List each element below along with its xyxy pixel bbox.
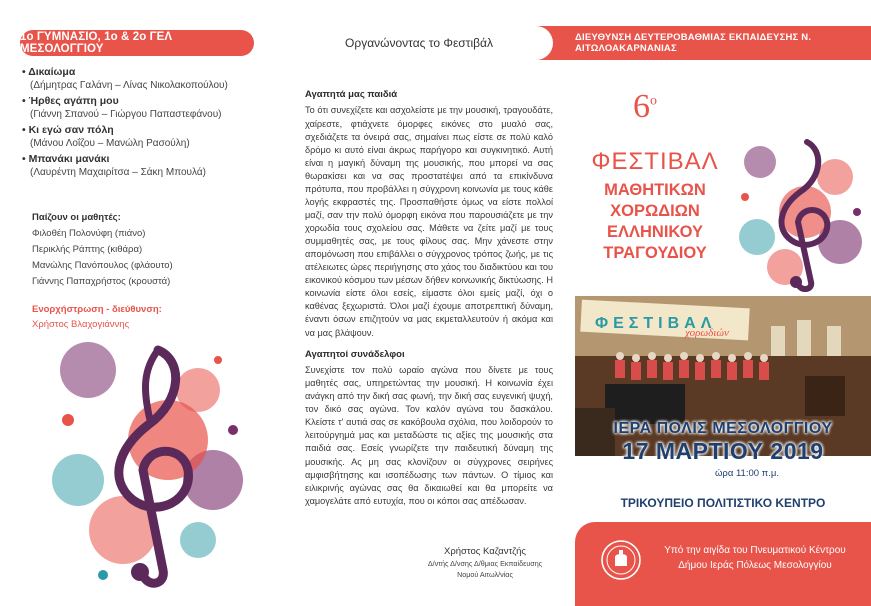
patronage-line: Υπό την αιγίδα του Πνευματικού Κέντρου: [664, 545, 846, 556]
paragraph: Συνεχίστε τον πολύ ωραίο αγώνα που δίνετε με τους μαθητές σας, υπηρετώντας την μουσική. Η κοινωνία έχει ανάγκη από την δική σας φωνή, την δική σας ευγενική ψυχή, τον δικό σας αγώνα. Τον καλόν αγώνα του δασκάλου. Κλείστε τ' αυτιά σας σε κακόβουλα σχόλια, που λοιδορούν το λειτούργημά μας και μεταδώστε τις αξίες της μουσικής στα παιδιά σας. Εσείς γνωρίζετε την παιδευτική δύναμη της μουσικής. Ας μη σας κλονίζουν οι σύγχρονες σειρήνες αμφισβήτησης και ισοπέδωσης των πάντων. Ο τίμιος και ειλικρινής αγώνας σας θα δικαιωθεί και θα μπορείτε να χαμογελάτε από ευτυχία, που οι κόποι σας απέδωσαν.: [305, 365, 553, 506]
signature-role: Δ/ντής Δ/νσης Δ/θμιας Εκπαίδευσης: [427, 559, 543, 568]
festival-subtitle-line: ΤΡΑΓΟΥΔΙΟΥ: [603, 243, 707, 262]
song-item: [22, 153, 272, 178]
director-name: Χρήστος Βλαχογιάννης: [32, 319, 130, 330]
treble-clef-splash-illustration: [735, 132, 865, 292]
song-title: • Μπανάκι μανάκι: [22, 153, 110, 165]
signature-block: [405, 546, 565, 579]
player-item: Περικλής Ράπτης (κιθάρα): [32, 244, 143, 255]
song-item: [22, 95, 272, 120]
municipal-seal-icon: [601, 540, 641, 580]
section-heading: Αγαπητοί συνάδελφοι: [305, 348, 405, 360]
player-item: Μανώλης Πανόπουλος (φλάουτο): [32, 260, 173, 271]
event-time: ώρα 11:00 π.μ.: [715, 468, 779, 479]
left-panel: [0, 0, 285, 606]
treble-clef-splash-illustration: [48, 330, 248, 590]
location-text: ΙΕΡΑ ΠΟΛΙΣ ΜΕΣΟΛΟΓΓΙΟΥ: [613, 420, 833, 437]
right-panel: [575, 0, 871, 606]
middle-panel: [285, 0, 575, 606]
director-section: [32, 304, 272, 330]
festival-subtitle-line: ΧΟΡΩΔΙΩΝ: [610, 201, 700, 220]
song-item: [22, 66, 272, 91]
song-credits: (Γιάννη Σπανού – Γιώργου Παπαστεφάνου): [30, 109, 222, 120]
header-band: [285, 26, 575, 60]
song-credits: (Δήμητρας Γαλάνη – Λίνας Νικολακοπούλου): [30, 80, 228, 91]
player-item: Φιλοθέη Πολονύφη (πιάνο): [32, 228, 146, 239]
festival-subtitle: [575, 180, 735, 264]
song-title: • Ήρθες αγάπη μου: [22, 95, 119, 107]
ordinal-suffix: ο: [650, 93, 657, 109]
patronage-line: Δήμου Ιεράς Πόλεως Μεσολογγίου: [678, 559, 832, 571]
director-heading: Ενορχήστρωση - διεύθυνση:: [32, 304, 162, 315]
player-item: Γιάννης Παπαχρήστος (κρουστά): [32, 276, 171, 287]
organizing-title: Οργανώνοντας το Φεστιβάλ: [285, 26, 553, 60]
signature-name: Χρήστος Καζαντζής: [443, 546, 526, 557]
players-section: [32, 212, 272, 292]
song-credits: (Μάνου Λοΐζου – Μανώλη Ρασούλη): [30, 138, 190, 149]
patronage-footer: [575, 522, 871, 606]
venue-name: ΤΡΙΚΟΥΠΕΙΟ ΠΟΛΙΤΙΣΤΙΚΟ ΚΕΝΤΡΟ: [620, 496, 826, 510]
letter-body: [305, 88, 553, 516]
song-list: [22, 66, 272, 182]
schools-badge: 1ο ΓΥΜΝΑΣΙΟ, 1ο & 2ο ΓΕΛ ΜΕΣΟΛΟΓΓΙΟΥ: [20, 30, 254, 56]
signature-role: Νομού Αιτωλ/νίας: [457, 570, 513, 579]
banner-text: ΦΕΣΤΙΒΑΛ: [595, 315, 717, 332]
event-date: 17 ΜΑΡΤΙΟΥ 2019: [622, 438, 824, 464]
players-heading: Παίζουν οι μαθητές:: [32, 212, 121, 223]
festival-subtitle-line: ΜΑΘΗΤΙΚΩΝ: [604, 181, 706, 199]
song-title: • Κι εγώ σαν πόλη: [22, 124, 114, 136]
festival-ordinal: [633, 88, 657, 126]
directorate-header: ΔΙΕΥΘΥΝΣΗ ΔΕΥΤΕΡΟΒΑΘΜΙΑΣ ΕΚΠΑΙΔΕΥΣΗΣ Ν. ΑΙΤΩΛΟΑΚΑΡΝΑΝΙΑΣ: [575, 26, 871, 60]
festival-subtitle-line: ΕΛΛΗΝΙΚΟΥ: [607, 222, 703, 241]
patronage-text: [645, 544, 865, 573]
song-item: [22, 124, 272, 149]
ordinal-number: 6: [633, 88, 650, 125]
paragraph: Το ότι συνεχίζετε και ασχολείστε με την μουσική, τραγουδάτε, χαίρεστε, φτιάχνετε όμορφες εικόνες στο μυαλό σας, σχεδιάζετε τα όνειρά σας, σημαίνει πως είστε σε πολύ καλό δρόμο κι αυτό είναι άκρως παρήγορο και συγκινητικό. Αυτή είναι η μαγική δύναμη της μουσικής, που μπορεί να σας θωρακίσει και να σας προστατέψει από τα επικίνδυνα πρότυπα, που προβάλλει η σύγχρονη κοινωνία με τους κάθε λογής εκφραστές της. Προσπαθήστε όμως να είστε πολλοί μαζί, σαν την πολύ όμορφη εικόνα που παρουσιάζετε με την χορωδία τους σχολείου σας. Μάθετε να ζείτε μαζί με τους συμμαθητές σας, με τους φίλους σας. Μην χάνεστε στην απομόνωση που επιβάλλει ο σύγχρονος τρόπος ζωής, με τις ατέλειωτες ώρες περιήγησης στο χάος του διαδικτύου και του εικονικού κόσμου των μέσων δήθεν κοινωνικής δικτύωσης. Η κοινωνία είστε όλοι εσείς, είμαστε όλοι εμείς μαζί, όχι ο καθένας ξεχωριστά. Όλοι μαζί έχουμε αποτρεπτική δύναμη, έναντι όσων επιζητούν να μας εκμεταλλευτούν ή ακόμα και να μας βλάψουν.: [305, 105, 553, 338]
section-heading: Αγαπητά μας παιδιά: [305, 89, 398, 100]
banner-subtext: χορωδιών: [685, 327, 729, 339]
song-title: • Δικαίωμα: [22, 66, 76, 78]
festival-word: ΦΕΣΤΙΒΑΛ: [591, 148, 719, 175]
song-credits: (Λαυρέντη Μαχαιρίτσα – Σάκη Μπουλά): [30, 167, 206, 178]
